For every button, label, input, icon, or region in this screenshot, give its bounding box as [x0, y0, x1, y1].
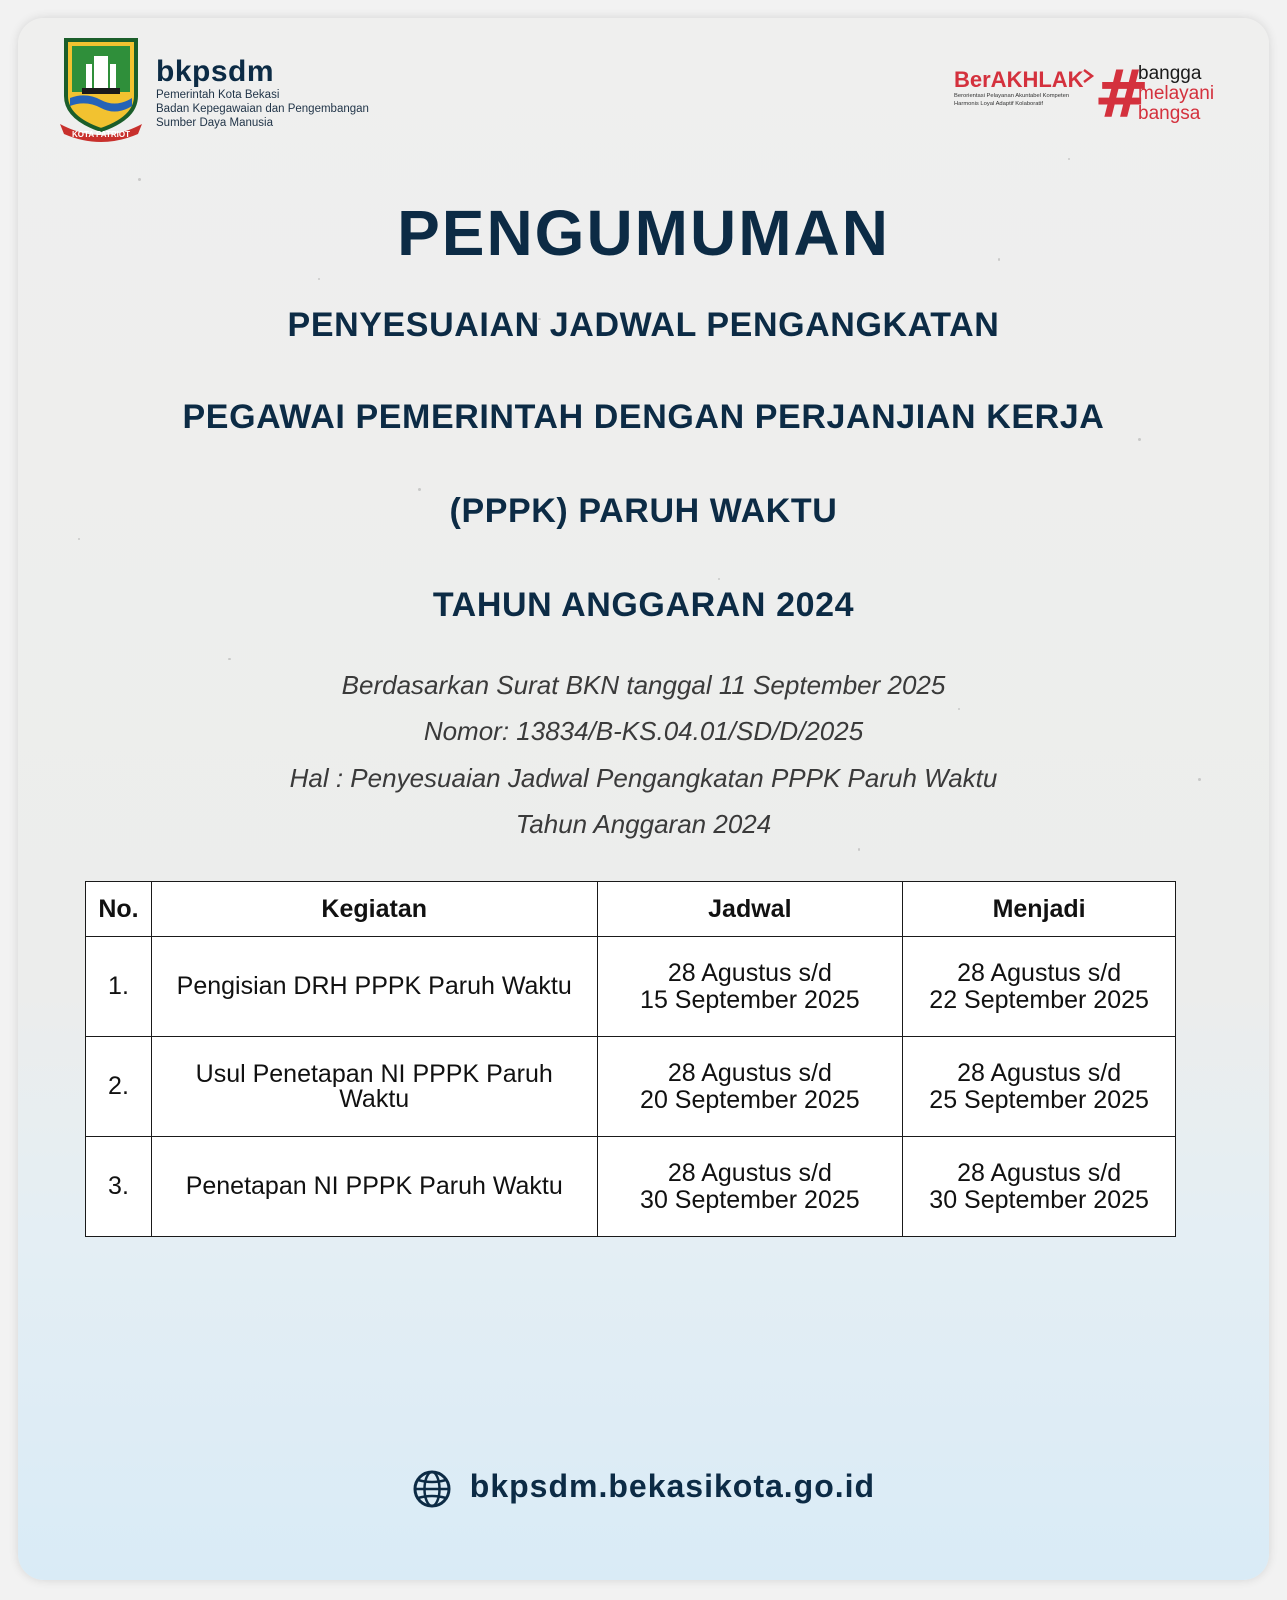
- cell-jadwal: [597, 1037, 903, 1137]
- cell-kegiatan: Pengisian DRH PPPK Paruh Waktu: [151, 937, 597, 1037]
- reference-line: Hal : Penyesuaian Jadwal Pengangkatan PPPK Paruh Waktu: [289, 763, 998, 793]
- header-jadwal: Jadwal: [597, 882, 903, 937]
- jadwal-line: 28 Agustus s/d: [667, 958, 832, 987]
- globe-icon: [412, 1469, 452, 1509]
- cell-no: 3.: [86, 1137, 152, 1237]
- texture-speck: [228, 658, 231, 660]
- schedule-table: [85, 881, 1176, 1237]
- cell-no: 2.: [86, 1037, 152, 1137]
- cell-jadwal: [597, 937, 903, 1037]
- cell-jadwal: [597, 1137, 903, 1237]
- jadwal-line: 20 September 2025: [640, 1085, 860, 1114]
- jadwal-line: 28 Agustus s/d: [667, 1158, 832, 1187]
- header-menjadi: Menjadi: [903, 882, 1176, 937]
- kota-bekasi-emblem: [56, 34, 146, 146]
- table-header-row: [86, 882, 1176, 937]
- table-row: [86, 1137, 1176, 1237]
- announcement-card: [18, 18, 1269, 1580]
- subtitle-line: TAHUN ANGGARAN 2024: [432, 586, 855, 624]
- texture-speck: [78, 538, 80, 540]
- jadwal-line: 15 September 2025: [640, 985, 860, 1014]
- brand-line: Pemerintah Kota Bekasi: [156, 89, 280, 101]
- table-row: [86, 937, 1176, 1037]
- texture-speck: [318, 278, 320, 280]
- cell-kegiatan: Penetapan NI PPPK Paruh Waktu: [151, 1137, 597, 1237]
- footer: [18, 1468, 1269, 1509]
- table-row: [86, 1037, 1176, 1137]
- subtitle-line: (PPPK) PARUH WAKTU: [449, 492, 838, 530]
- brand-line: Sumber Daya Manusia: [156, 117, 273, 129]
- cell-menjadi: [903, 1037, 1176, 1137]
- hashtag-line: bangga: [1138, 63, 1202, 84]
- menjadi-line: 28 Agustus s/d: [957, 958, 1122, 987]
- texture-speck: [1068, 158, 1070, 160]
- subtitle-line: PENYESUAIAN JADWAL PENGANGKATAN: [287, 306, 1000, 344]
- texture-speck: [958, 708, 960, 710]
- hashtag-text: [1138, 64, 1214, 124]
- jadwal-line: 28 Agustus s/d: [667, 1058, 832, 1087]
- berakhlak-sub: Harmonis Loyal Adaptif Kolaboratif: [954, 101, 1043, 107]
- jadwal-line: 30 September 2025: [640, 1185, 860, 1214]
- cell-menjadi: [903, 937, 1176, 1037]
- cell-kegiatan: Usul Penetapan NI PPPK Paruh Waktu: [151, 1037, 597, 1137]
- header-no: No.: [86, 882, 152, 937]
- brand-block: [156, 56, 369, 130]
- page-title: PENGUMUMAN: [397, 197, 890, 269]
- berakhlak-sub: Berorientasi Pelayanan Akuntabel Kompeten: [954, 93, 1070, 99]
- hashtag-line: bangsa: [1138, 103, 1201, 124]
- berakhlak-word: BerAKHLAK: [954, 67, 1084, 92]
- texture-speck: [718, 578, 720, 580]
- header-kegiatan: Kegiatan: [151, 882, 597, 937]
- menjadi-line: 25 September 2025: [929, 1085, 1149, 1114]
- cell-no: 1.: [86, 937, 152, 1037]
- cell-menjadi: [903, 1137, 1176, 1237]
- hashtag-line: melayani: [1138, 83, 1215, 104]
- reference-line: Nomor: 13834/B-KS.04.01/SD/D/2025: [423, 716, 864, 746]
- texture-speck: [858, 848, 860, 851]
- reference-line: Tahun Anggaran 2024: [515, 809, 772, 839]
- texture-speck: [418, 488, 421, 491]
- emblem-ribbon-text: KOTA PATRIOT: [72, 130, 130, 139]
- brand-line: Badan Kepegawaian dan Pengembangan: [156, 103, 369, 115]
- subtitle-line: PEGAWAI PEMERINTAH DENGAN PERJANJIAN KERJA: [182, 398, 1105, 436]
- menjadi-line: 30 September 2025: [929, 1185, 1149, 1214]
- menjadi-line: 22 September 2025: [929, 985, 1149, 1014]
- menjadi-line: 28 Agustus s/d: [957, 1058, 1122, 1087]
- texture-speck: [138, 178, 141, 181]
- texture-speck: [1138, 438, 1141, 441]
- brand-name: bkpsdm: [156, 55, 275, 88]
- website-link[interactable]: bkpsdm.bekasikota.go.id: [469, 1468, 876, 1504]
- reference-line: Berdasarkan Surat BKN tanggal 11 September 2025: [341, 670, 946, 700]
- hashtag-icon: #: [1094, 56, 1150, 133]
- bangga-melayani-bangsa-logo: [1094, 56, 1244, 152]
- menjadi-line: 28 Agustus s/d: [957, 1158, 1122, 1187]
